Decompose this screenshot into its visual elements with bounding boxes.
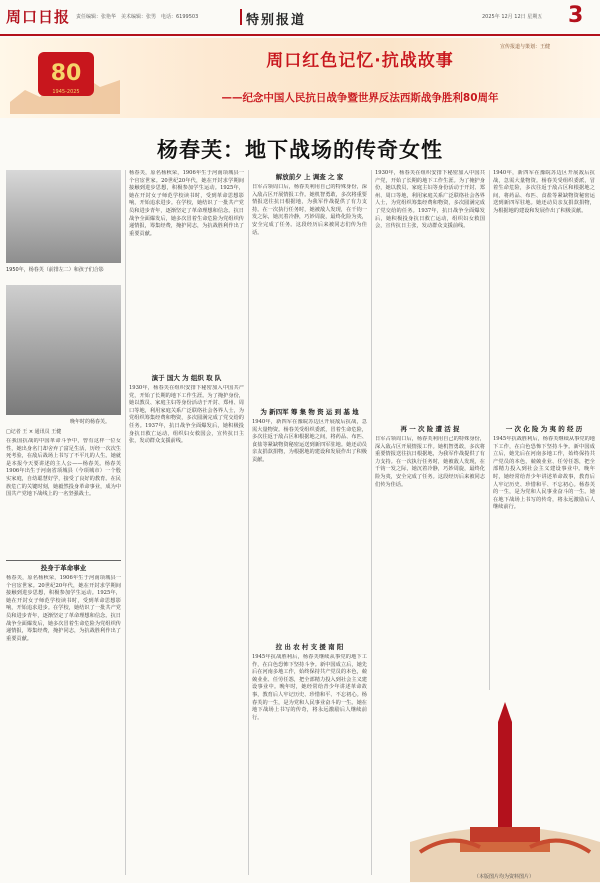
column-2b: 1930年，杨春芙在组织安排下秘密加入中国共产党，开始了长期的地下工作生涯。为了掩护身份，她以教员、家庭主妇等身份活动于开封、郑州、周口等地，利用家庭关系广泛联络社会各界人士，为党组织筹集经费和物资，多次圆满完成了党交给的任务。1937年，抗日战争全面爆发后，她积极投身抗日救亡运动，组织妇女救国会，宣传抗日主张，发动群众支援前线。 [129, 385, 244, 445]
column-4a: 1930年，杨春芙在组织安排下秘密加入中国共产党，开始了长期的地下工作生涯。为了掩护身份，她以教员、家庭主妇等身份活动于开封、郑州、周口等地，利用家庭关系广泛联络社会各界人士，为党组织筹集经费和物资，多次圆满完成了党交给的任务。1937年，抗日战争全面爆发后，她积极投身抗日救亡运动，组织妇女救国会，宣传抗日主张，发动群众支援前线。 [375, 170, 485, 230]
photo1-caption: 1950年，杨春芙（前排左二）和孩子们合影 [6, 267, 104, 273]
svg-text:1945-2025: 1945-2025 [52, 89, 80, 95]
section-marker [240, 9, 242, 25]
historic-group-photo [6, 170, 121, 263]
subhead-4: 为 新四军 筹 集 物 资 运 到 基 地 [260, 408, 359, 416]
editor-info: 责任编辑：张艳华 美术编辑：张男 电话：6199503 [76, 14, 199, 20]
section-title: 特别报道 [246, 13, 307, 28]
page-number: 3 [568, 3, 584, 28]
masthead [0, 0, 600, 36]
newspaper-logo: 周口日报 [6, 8, 71, 26]
portrait-photo [6, 285, 121, 415]
subhead-3: 解放前夕 上 调查 之 家 [275, 173, 344, 181]
photo-source-note: （本版图片均为资料图片） [474, 874, 535, 880]
subhead-2: 演于 国大 为 组织 取 队 [151, 374, 222, 382]
banner-credit: 宣传报道与策划：王健 [500, 44, 551, 50]
column-1a: 在我国抗战的中国革命斗争中，曾有这样一位女性，她出身名门却舍弃了富足生活，历经一次次生死考验，在敌后战场上书写了不平凡的人生。她就是本报今天要讲述的主人公——杨春芙。杨春芙1906年出生于河南省项城县（今项城市）一个殷实家庭，自幼聪慧好学，接受了良好的教育。在民族危亡的关键时刻，她毅然投身革命事业，成为中国共产党地下战线上的一名坚强战士。 [6, 438, 121, 498]
column-5b: 1945年抗战胜利后，杨春芙继续从事党的地下工作，在白色恐怖下坚持斗争。新中国成立后，她先后在河南多地工作，始终保持共产党员的本色，兢兢业业、任劳任怨，把全部精力投入到社会主义建设事业中。晚年时，她经常给青少年讲述革命故事，教育后人牢记历史、珍惜和平、不忘初心。杨春芙的一生，是为党和人民事业奋斗的一生。她在地下战场上书写的传奇，将永远激励后人继续前行。 [493, 436, 595, 511]
subhead-5: 拉 出 农 村 支 援 南 阳 [275, 643, 344, 651]
banner-title: 周口红色记忆·抗战故事 [266, 51, 454, 71]
column-rule [371, 170, 372, 875]
column-rule [489, 170, 490, 690]
subhead-1: 投身于革命事业 [40, 564, 87, 572]
subhead-6: 再 一 次 险 遭 活 捉 [400, 425, 460, 433]
column-3b: 1940年，新四军在豫皖苏边区开展敌后抗战，急需大量物资。杨春芙受组织委派，冒着生命危险，多次往返于敌占区和根据地之间，将药品、布匹、食盐等紧缺物资秘密运送到新四军驻地。她还动员亲友捐款捐物，为根据地的建设和发展作出了积极贡献。 [252, 419, 367, 463]
column-rule [125, 170, 126, 875]
byline: □记者 王 × 通讯员 王健 [6, 429, 62, 435]
photo2-caption: 晚年时的杨春芙。 [70, 419, 111, 425]
column-5a: 1940年，新四军在豫皖苏边区开展敌后抗战，急需大量物资。杨春芙受组织委派，冒着生命危险，多次往返于敌占区和根据地之间，将药品、布匹、食盐等紧缺物资秘密运送到新四军驻地。她还动员亲友捐款捐物，为根据地的建设和发展作出了积极贡献。 [493, 170, 595, 214]
column-3a: 日军占领周口后，杨春芙利用自己的特殊身份，深入敌占区开展情报工作。她机智勇敢，多次将重要情报送往抗日根据地，为我军作战提供了有力支持。在一次执行任务时，她被敌人发现，在千钧一发之际，她沉着冷静，巧妙周旋，最终化险为夷，安全完成了任务。这段经历后来被同志们传为佳话。 [252, 184, 367, 236]
column-4b: 日军占领周口后，杨春芙利用自己的特殊身份，深入敌占区开展情报工作。她机智勇敢，多次将重要情报送往抗日根据地，为我军作战提供了有力支持。在一次执行任务时，她被敌人发现，在千钧一发之际，她沉着冷静，巧妙周旋，最终化险为夷，安全完成了任务。这段经历后来被同志们传为佳话。 [375, 436, 485, 488]
feature-banner [0, 38, 600, 118]
memorial-monument-illustration [410, 692, 600, 882]
svg-text:80: 80 [50, 61, 82, 86]
column-rule [248, 170, 249, 875]
column-2a: 杨春芙，原名杨秋荣，1906年生于河南项城县一个官宦世家。20世纪20年代，她在开封求学期间接触到进步思想，积极参加学生运动。1925年，她在开封女子师范学校读书时，受到革命思想影响，开始追求进步。在学校，她结识了一批共产党员和进步青年，逐渐坚定了革命理想和信念。抗日战争全面爆发后，她多次冒着生命危险为党组织传递情报，筹集经费，掩护同志，为抗战胜利作出了重要贡献。 [129, 170, 244, 237]
column-3c: 1945年抗战胜利后，杨春芙继续从事党的地下工作，在白色恐怖下坚持斗争。新中国成立后，她先后在河南多地工作，始终保持共产党员的本色，兢兢业业、任劳任怨，把全部精力投入到社会主义建设事业中。晚年时，她经常给青少年讲述革命故事，教育后人牢记历史、珍惜和平、不忘初心。杨春芙的一生，是为党和人民事业奋斗的一生。她在地下战场上书写的传奇，将永远激励后人继续前行。 [252, 654, 367, 721]
great-wall-80-emblem [10, 42, 120, 114]
subhead-7: 一 次 化 险 为 夷 的 经 历 [505, 425, 583, 433]
issue-date: 2025年 12月 12日 星期五 [482, 14, 543, 20]
divider [6, 560, 121, 561]
column-1b: 杨春芙，原名杨秋荣，1906年生于河南项城县一个官宦世家。20世纪20年代，她在开封求学期间接触到进步思想，积极参加学生运动。1925年，她在开封女子师范学校读书时，受到革命思想影响，开始追求进步。在学校，她结识了一批共产党员和进步青年，逐渐坚定了革命理想和信念。抗日战争全面爆发后，她多次冒着生命危险为党组织传递情报，筹集经费，掩护同志，为抗战胜利作出了重要贡献。 [6, 575, 121, 642]
article-headline: 杨春芙：地下战场的传奇女性 [157, 137, 443, 162]
banner-subtitle: ——纪念中国人民抗日战争暨世界反法西斯战争胜利80周年 [221, 92, 499, 104]
